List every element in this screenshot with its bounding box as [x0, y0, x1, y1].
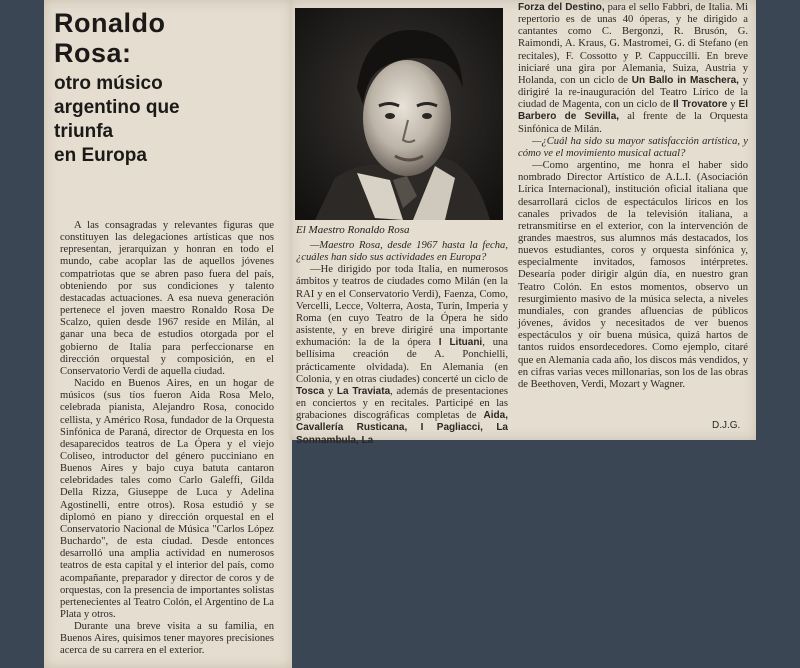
opera-title: I Lituani: [438, 337, 483, 349]
headline-name-line1: Ronaldo: [54, 8, 166, 38]
author-signature: D.J.G.: [712, 420, 741, 431]
portrait-image: [295, 8, 503, 220]
question-text: —Maestro Rosa, desde 1967 hasta la fecha, ¿cuáles han sido sus actividades en Europa?: [296, 240, 508, 264]
opera-title: Il Trovatore: [673, 99, 728, 111]
answer-text: , además de presentaciones en conciertos y en recitales. Participé en las grabaciones discográficas completas de: [296, 385, 508, 422]
recordings-list: Forza del Destino,: [518, 2, 605, 13]
answer-text: y: [730, 99, 736, 111]
subtitle-line: otro músico: [54, 73, 163, 94]
article-left-column: [60, 220, 274, 658]
article-paragraph: Durante una breve visita a su familia, en Buenos Aires, quisimos tener mayores precisiones acerca de su carrera en el exterior.: [60, 621, 274, 657]
headline-subtitle: [54, 72, 282, 168]
answer-text: y dirigiré la re-inauguración del Teatro Lírico de la ciudad de Magenta, con un ciclo de: [518, 74, 748, 111]
article-middle-column: [296, 240, 508, 447]
article-paragraph: A las consagradas y relevantes figuras que constituyen las delegaciones artísticas que nos representan, jerarquizan y honran en todo el mundo, cabe acoplar las de aquellos jóvenes compatriotas que se abren paso fuera del país, obteniendo por sus condiciones y talento destacadas actuaciones. A esa nueva generación pertenece el joven maestro Ronaldo Rosa De Scalzo, quien desde 1967 reside en Milán, al ganar una beca de estudios otorgada por el gobierno de Italia para perfeccionarse en dirección orquestal y composición, en el Conservatorio Verdi de aquella ciudad.: [60, 220, 274, 377]
interview-question: [518, 136, 748, 160]
interview-answer: [296, 264, 508, 446]
article-paragraph: Nacido en Buenos Aires, en un hogar de músicos (sus tíos fueron Aida Rosa Melo, celebrada pianista, Alejandro Rosa, conocido cellista, y Américo Rosa, fundador de la Orquesta Sinfónica de Paraná, director de Orquesta en los desaparecidos teatros de La Ópera y el viejo Coliseo, introductor del género pucciniano en Buenos Aires y bajo cuya batuta cantaron celebridades tales como Carlo Galeffi, Gilda Della Rizza, Giuseppe de Luca y Adelina Agostinelli, entre otros). Rosa estudió y se diplomó en piano y dirección orquestal en el Conservatorio Nacional de Música "Carlos López Buchardo", de esta ciudad. Desde entonces desarrolló una amplia actividad en numerosos teatros de esta capital y el interior del país, como acompañante, preparador y director de coros y de orquestas, con la presencia de importantes solistas pertenecientes al Teatro Colón, el Argentino de La Plata y otros.: [60, 378, 274, 620]
answer-text: y: [327, 385, 334, 397]
opera-title: Tosca: [296, 385, 325, 397]
portrait-photo: [295, 8, 503, 220]
headline: [54, 8, 282, 168]
recordings-list: Aida, Cavallería Rusticana, I Pagliacci, La Sonnambula, La: [296, 410, 508, 446]
subtitle-line: triunfa: [54, 121, 114, 142]
answer-text: al frente de la Orquesta Sinfónica de Milán.: [518, 111, 748, 135]
answer-text: , una bellísima creación de A. Ponchielli, prácticamente olvidada). En Alemania (en Colonia, y en otras ciudades) concerté un ciclo de: [296, 337, 508, 385]
answer-text: para el sello Fabbri, de Italia. Mi repertorio es de unas 40 óperas, y he dirigido a cantantes como C. Bergonzi, R. Brusón, G. Raimondi, A. Kraus, G. Mastromei, G. di Stefano (en recitales), F. Cossotto y P. Cappuccilli. En breve iniciaré una gira por Alemania, Suiza, Austria y Holanda, con un ciclo de: [518, 2, 749, 86]
photo-caption: El Maestro Ronaldo Rosa: [296, 224, 410, 236]
article-right-column: [518, 2, 748, 391]
interview-question: [296, 240, 508, 264]
interview-answer: —Como argentino, me honra el haber sido nombrado Director Artístico de A.L.I. (Asociación Lírica Internacional), institución oficial italiana que desarrollará ciclos de espectáculos líricos en los canales privados de la televisión italiana, a retransmitirse en el exterior, con la intervención de grandes maestros, sus alumnos más destacados, los nuevos estudiantes, coros y orquesta sinfónica y, especialmente invitados, famosos intérpretes. Desearía poder dirigir algún día, en nuestro gran Teatro Colón. En estos momentos, observo un resurgimiento masivo de la música selecta, a niveles mundiales, con grandes afluencias de públicos jóvenes, ávidos y necesitados de ver buenos espectáculos y oír buena música, quizá hartos de tantos ruidos ensordecedores. Como ejemplo, citaré que en Alemania cada año, los discos más vendidos, y en cifras varias veces millonarias, son los de las obras de Beethoven, Verdi, Mozart y Wagner.: [518, 160, 748, 390]
question-text: —¿Cuál ha sido su mayor satisfacción artística, y cómo ve el movimiento musical actual?: [518, 135, 748, 159]
subtitle-line: argentino que: [54, 97, 180, 118]
opera-title: La Traviata: [336, 385, 391, 397]
headline-name-line2: Rosa:: [54, 38, 132, 68]
answer-text: —He dirigido por toda Italia, en numerosos ámbitos y teatros de ciudades como Milán (en la RAI y en el Conservatorio Verdi), Faenza, Como, Vercelli, Lecce, Volterra, Aosta, Turín, Imperia y Roma (en cuyo Teatro de la Ópera he sido asistente, y en breve dirigiré una importante exhumación: la de la ópera: [296, 264, 508, 349]
opera-title: Un Ballo in Maschera,: [631, 74, 739, 86]
interview-answer: [518, 2, 748, 136]
opera-title: El Barbero de Sevilla,: [518, 99, 748, 123]
subtitle-line: en Europa: [54, 145, 147, 166]
